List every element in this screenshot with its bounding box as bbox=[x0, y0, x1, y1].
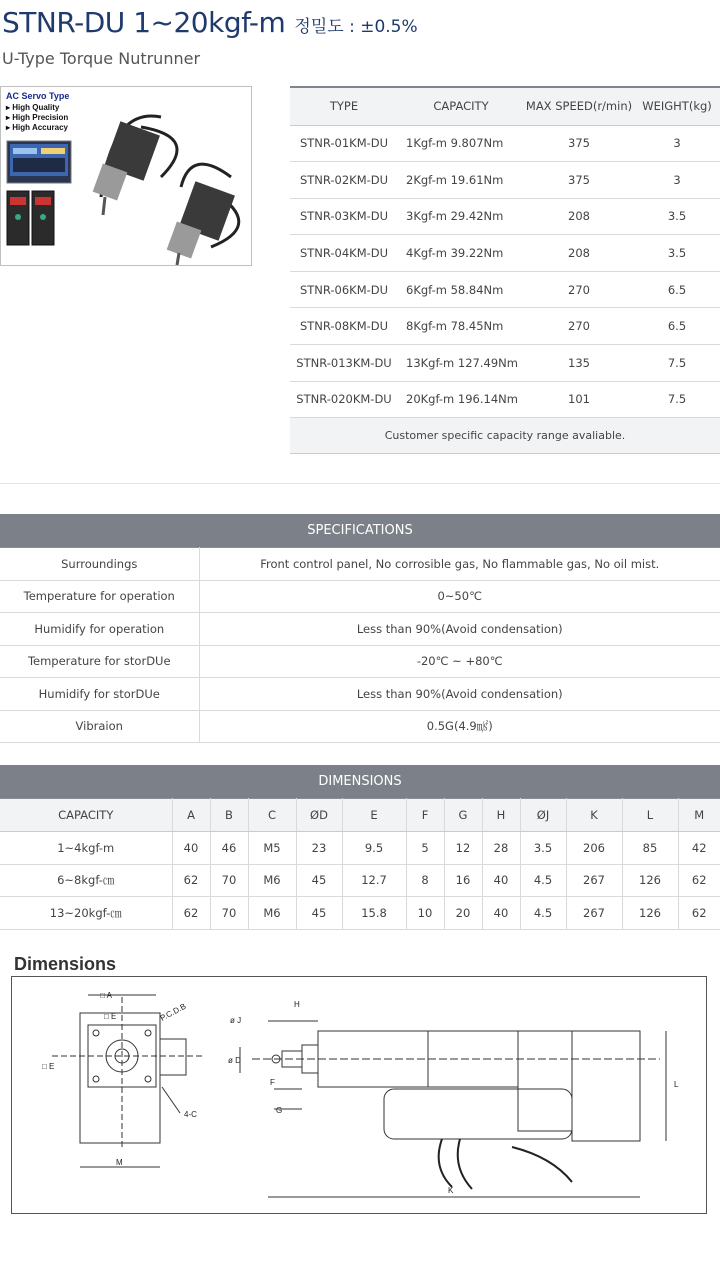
type-cell-type: STNR-06KM-DU bbox=[290, 271, 398, 308]
type-cell-speed: 101 bbox=[524, 381, 634, 418]
front-view-outline bbox=[80, 1013, 160, 1143]
dim-cell: 62 bbox=[678, 864, 720, 897]
type-row bbox=[290, 345, 720, 382]
dim-cell: 8 bbox=[406, 864, 444, 897]
dim-col-header: G bbox=[444, 799, 482, 832]
type-row bbox=[290, 308, 720, 345]
type-cell-weight: 3.5 bbox=[634, 198, 720, 235]
dim-col-header: CAPACITY bbox=[0, 799, 172, 832]
dim-col-header: B bbox=[210, 799, 248, 832]
dim-cell: 1~4kgf-m bbox=[0, 832, 172, 865]
type-cell-speed: 375 bbox=[524, 125, 634, 162]
label-d: ø D bbox=[228, 1056, 241, 1065]
type-cell-weight: 3.5 bbox=[634, 235, 720, 272]
dim-cell: 10 bbox=[406, 897, 444, 930]
dim-cell: 28 bbox=[482, 832, 520, 865]
dim-cell: 13~20kgf-㎝ bbox=[0, 897, 172, 930]
dim-cell: 206 bbox=[566, 832, 622, 865]
specifications-table bbox=[0, 547, 720, 743]
col-header-type: TYPE bbox=[290, 87, 398, 125]
technical-drawing-svg bbox=[12, 977, 706, 1213]
dim-col-header: ØD bbox=[296, 799, 342, 832]
label-f: F bbox=[270, 1078, 275, 1087]
spec-key: Temperature for operation bbox=[0, 580, 199, 613]
dim-cell: 70 bbox=[210, 897, 248, 930]
label-a: □ A bbox=[100, 991, 112, 1000]
type-cell-speed: 270 bbox=[524, 271, 634, 308]
feature-item: ▸ High Quality bbox=[6, 103, 60, 112]
type-cell-capacity: 2Kgf-m 19.61Nm bbox=[398, 162, 524, 199]
page-title: STNR-DU 1~20kgf-m bbox=[2, 6, 286, 39]
dim-col-header: H bbox=[482, 799, 520, 832]
servo-type-title: AC Servo Type bbox=[6, 91, 70, 101]
type-table-note-row bbox=[290, 418, 720, 454]
dim-cell: M5 bbox=[248, 832, 296, 865]
dim-cell: 16 bbox=[444, 864, 482, 897]
drawing-title: Dimensions bbox=[14, 954, 117, 974]
type-cell-type: STNR-020KM-DU bbox=[290, 381, 398, 418]
dim-cell: 126 bbox=[622, 897, 678, 930]
spec-key: Humidify for operation bbox=[0, 613, 199, 646]
dim-cell: 3.5 bbox=[520, 832, 566, 865]
label-j: ø J bbox=[230, 1016, 242, 1025]
spec-value: 0~50℃ bbox=[199, 580, 720, 613]
type-cell-type: STNR-01KM-DU bbox=[290, 125, 398, 162]
dim-cell: 42 bbox=[678, 832, 720, 865]
dim-cell: 40 bbox=[482, 864, 520, 897]
spec-key: Temperature for storDUe bbox=[0, 645, 199, 678]
dim-row bbox=[0, 832, 720, 865]
dimensions-table bbox=[0, 798, 720, 930]
type-cell-weight: 7.5 bbox=[634, 381, 720, 418]
dim-col-header: M bbox=[678, 799, 720, 832]
dim-cell: 45 bbox=[296, 897, 342, 930]
type-cell-capacity: 20Kgf-m 196.14Nm bbox=[398, 381, 524, 418]
dim-cell: 126 bbox=[622, 864, 678, 897]
spec-value: Front control panel, No corrosible gas, No flammable gas, No oil mist. bbox=[199, 548, 720, 581]
type-row bbox=[290, 271, 720, 308]
page-subtitle: U-Type Torque Nutrunner bbox=[2, 49, 201, 68]
type-cell-weight: 6.5 bbox=[634, 271, 720, 308]
dim-cell: 12 bbox=[444, 832, 482, 865]
type-cell-speed: 208 bbox=[524, 198, 634, 235]
dim-row bbox=[0, 864, 720, 897]
label-e2: □ E bbox=[42, 1062, 55, 1071]
type-row bbox=[290, 125, 720, 162]
dim-cell: 15.8 bbox=[342, 897, 406, 930]
type-row bbox=[290, 198, 720, 235]
feature-item: ▸ High Accuracy bbox=[6, 123, 68, 132]
dim-cell: 4.5 bbox=[520, 864, 566, 897]
feature-item: ▸ High Precision bbox=[6, 113, 69, 122]
dim-cell: 5 bbox=[406, 832, 444, 865]
spec-key: Vibraion bbox=[0, 710, 199, 743]
type-cell-type: STNR-08KM-DU bbox=[290, 308, 398, 345]
label-k: K bbox=[448, 1186, 454, 1195]
type-cell-capacity: 1Kgf-m 9.807Nm bbox=[398, 125, 524, 162]
dim-cell: 20 bbox=[444, 897, 482, 930]
label-l: L bbox=[674, 1080, 679, 1089]
type-cell-weight: 3 bbox=[634, 162, 720, 199]
col-header-capacity: CAPACITY bbox=[398, 87, 524, 125]
spec-value: -20℃ ~ +80℃ bbox=[199, 645, 720, 678]
type-row bbox=[290, 381, 720, 418]
product-image bbox=[0, 86, 252, 266]
type-cell-weight: 7.5 bbox=[634, 345, 720, 382]
section-divider bbox=[0, 483, 720, 484]
accuracy-label: 정밀도 : ±0.5% bbox=[294, 17, 418, 37]
dim-cell: 62 bbox=[172, 897, 210, 930]
type-cell-weight: 6.5 bbox=[634, 308, 720, 345]
dim-cell: 6~8kgf-㎝ bbox=[0, 864, 172, 897]
dim-cell: 46 bbox=[210, 832, 248, 865]
type-cell-type: STNR-03KM-DU bbox=[290, 198, 398, 235]
type-cell-speed: 375 bbox=[524, 162, 634, 199]
dim-cell: 62 bbox=[172, 864, 210, 897]
spec-row bbox=[0, 580, 720, 613]
dim-col-header: E bbox=[342, 799, 406, 832]
dim-col-header: K bbox=[566, 799, 622, 832]
type-cell-type: STNR-013KM-DU bbox=[290, 345, 398, 382]
dim-cell: 23 bbox=[296, 832, 342, 865]
type-cell-speed: 208 bbox=[524, 235, 634, 272]
label-e: □ E bbox=[104, 1012, 117, 1021]
type-cell-capacity: 4Kgf-m 39.22Nm bbox=[398, 235, 524, 272]
spec-value: Less than 90%(Avoid condensation) bbox=[199, 678, 720, 711]
type-cell-capacity: 13Kgf-m 127.49Nm bbox=[398, 345, 524, 382]
dim-cell: 12.7 bbox=[342, 864, 406, 897]
dim-col-header: A bbox=[172, 799, 210, 832]
dimensions-header: DIMENSIONS bbox=[0, 765, 720, 798]
type-cell-speed: 135 bbox=[524, 345, 634, 382]
spec-value: 0.5G(4.9㎨) bbox=[199, 710, 720, 743]
dim-cell: 40 bbox=[482, 897, 520, 930]
label-pcd: P.C.D.B bbox=[158, 1001, 188, 1023]
dim-cell: 70 bbox=[210, 864, 248, 897]
dim-col-header: C bbox=[248, 799, 296, 832]
dim-cell: 45 bbox=[296, 864, 342, 897]
dim-col-header: L bbox=[622, 799, 678, 832]
dim-cell: M6 bbox=[248, 897, 296, 930]
specifications-header: SPECIFICATIONS bbox=[0, 514, 720, 547]
type-cell-speed: 270 bbox=[524, 308, 634, 345]
product-photo-illustration bbox=[1, 87, 252, 266]
dim-cell: 85 bbox=[622, 832, 678, 865]
spec-row bbox=[0, 613, 720, 646]
label-g: G bbox=[276, 1106, 283, 1115]
page-title-row bbox=[2, 6, 418, 39]
label-4c: 4-C bbox=[184, 1110, 197, 1119]
type-cell-weight: 3 bbox=[634, 125, 720, 162]
type-cell-capacity: 6Kgf-m 58.84Nm bbox=[398, 271, 524, 308]
dim-row bbox=[0, 897, 720, 930]
dim-cell: 4.5 bbox=[520, 897, 566, 930]
spec-row bbox=[0, 710, 720, 743]
dim-cell: 40 bbox=[172, 832, 210, 865]
type-cell-capacity: 3Kgf-m 29.42Nm bbox=[398, 198, 524, 235]
dim-cell: 62 bbox=[678, 897, 720, 930]
label-m: M bbox=[116, 1158, 123, 1167]
type-row bbox=[290, 162, 720, 199]
dim-cell: 267 bbox=[566, 897, 622, 930]
spec-key: Humidify for storDUe bbox=[0, 678, 199, 711]
label-h: H bbox=[294, 1000, 300, 1009]
dimension-drawing bbox=[11, 976, 707, 1214]
dim-col-header: ØJ bbox=[520, 799, 566, 832]
type-table bbox=[290, 86, 720, 454]
type-cell-capacity: 8Kgf-m 78.45Nm bbox=[398, 308, 524, 345]
spec-row bbox=[0, 645, 720, 678]
dim-cell: M6 bbox=[248, 864, 296, 897]
dim-cell: 9.5 bbox=[342, 832, 406, 865]
spec-row bbox=[0, 678, 720, 711]
type-row bbox=[290, 235, 720, 272]
type-cell-type: STNR-02KM-DU bbox=[290, 162, 398, 199]
spec-key: Surroundings bbox=[0, 548, 199, 581]
spec-row bbox=[0, 548, 720, 581]
col-header-max-speed: MAX SPEED(r/min) bbox=[524, 87, 634, 125]
spec-value: Less than 90%(Avoid condensation) bbox=[199, 613, 720, 646]
dim-col-header: F bbox=[406, 799, 444, 832]
capacity-note: Customer specific capacity range avaliable. bbox=[290, 418, 720, 454]
col-header-weight: WEIGHT(kg) bbox=[634, 87, 720, 125]
type-cell-type: STNR-04KM-DU bbox=[290, 235, 398, 272]
dim-cell: 267 bbox=[566, 864, 622, 897]
